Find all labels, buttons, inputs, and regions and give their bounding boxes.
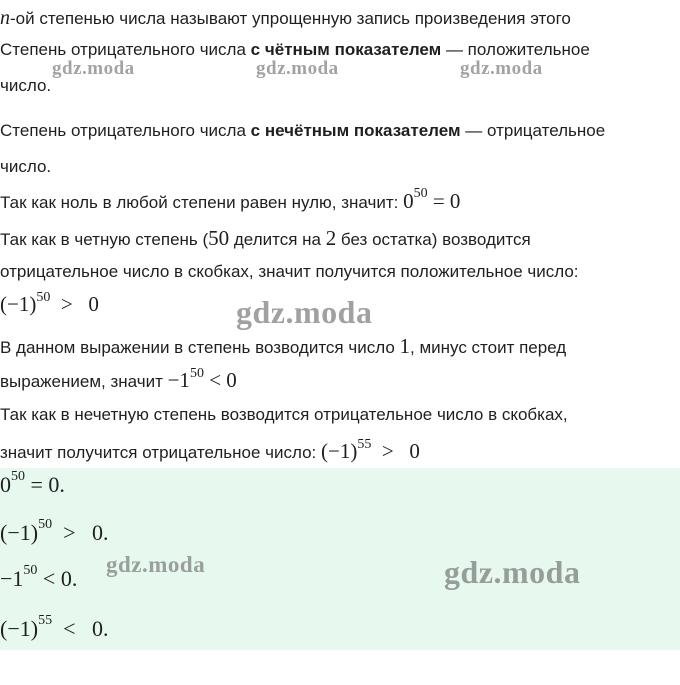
p3-num: 1 [399, 334, 410, 358]
answer-1-exp: 50 [11, 468, 25, 484]
even-expression [0, 292, 99, 317]
zero-exp: 50 [413, 186, 428, 201]
zero-base: 0 [403, 189, 414, 213]
watermark: gdz.moda [236, 294, 373, 330]
even-cont-text: число. [0, 76, 52, 95]
answer-4-base: (−1) [0, 616, 39, 641]
minus-explanation-line [0, 334, 566, 359]
even-bold: с чётным показателем [250, 40, 442, 59]
answer-2-rel: > 0. [52, 520, 109, 545]
answer-3-rel: < 0. [37, 566, 78, 591]
even-explanation-line [0, 226, 531, 251]
watermark: gdz.moda [460, 58, 543, 79]
p4-base: (−1) [321, 439, 358, 463]
even-power-cont [0, 76, 51, 96]
watermark: gdz.moda [106, 552, 206, 577]
odd-explanation-cont [0, 439, 420, 464]
answer-line-4 [0, 612, 109, 642]
odd-bold: с нечётным показателем [250, 121, 461, 140]
p2-cont: отрицательное число в скобках, значит получится положительное число: [0, 262, 579, 281]
p2-num2: 2 [325, 226, 337, 250]
p3-exp: 50 [189, 366, 204, 382]
p2-text-a: Так как в четную степень ( [0, 230, 209, 249]
p4-exp: 55 [357, 437, 372, 453]
p4-text: Так как в нечетную степень возводится отрицательное число в скобках, [0, 405, 568, 424]
answer-line-1 [0, 468, 65, 498]
answer-3-exp: 50 [23, 562, 38, 578]
even-prefix: Степень отрицательного числа [0, 40, 251, 59]
odd-prefix: Степень отрицательного числа [0, 121, 251, 140]
even-suffix: — положительное [441, 40, 590, 59]
watermark: gdz.moda [444, 554, 581, 590]
definition-line [0, 7, 571, 30]
p4-cont: значит получится отрицательное число: [0, 443, 321, 462]
p2-rel: > 0 [50, 292, 99, 316]
minus-explanation-cont [0, 368, 237, 393]
odd-explanation-line [0, 405, 568, 425]
answer-4-exp: 55 [38, 612, 53, 628]
answer-2-base: (−1) [0, 520, 39, 545]
zero-text: Так как ноль в любой степени равен нулю, значит: [0, 193, 404, 212]
even-explanation-cont [0, 262, 579, 282]
p2-text-c: без остатка) возводится [336, 230, 531, 249]
variable-n: n [0, 7, 10, 29]
p2-exp: 50 [36, 290, 51, 306]
zero-power-line [0, 186, 461, 214]
watermark: gdz.moda [52, 58, 135, 79]
p2-text-b: делится на [229, 230, 326, 249]
odd-cont-text: число. [0, 157, 52, 176]
p3-base: −1 [167, 368, 190, 392]
p3-text-a: В данном выражении в степень возводится число [0, 338, 400, 357]
odd-power-cont [0, 157, 51, 177]
p2-base: (−1) [0, 292, 37, 316]
zero-rest: = 0 [427, 189, 461, 213]
p3-text-b: , минус стоит перед [410, 338, 567, 357]
zero-expression [403, 186, 461, 213]
p2-num1: 50 [208, 226, 230, 250]
odd-suffix: — отрицательное [460, 121, 606, 140]
answer-3-base: −1 [0, 566, 24, 591]
answer-4-rel: < 0. [52, 616, 109, 641]
p3-rel: < 0 [203, 368, 237, 392]
answer-line-3 [0, 562, 78, 592]
answer-2-exp: 50 [38, 516, 53, 532]
even-power-line [0, 40, 590, 60]
definition-text: -ой степенью числа называют упрощенную запись произведения этого [10, 9, 571, 28]
odd-power-line [0, 121, 605, 141]
answer-1-base: 0 [0, 472, 11, 497]
p4-rel: > 0 [371, 439, 420, 463]
watermark: gdz.moda [256, 58, 339, 79]
answer-line-2 [0, 516, 109, 546]
answer-1-rel: = 0. [25, 472, 65, 497]
p3-cont: выражением, значит [0, 372, 168, 391]
